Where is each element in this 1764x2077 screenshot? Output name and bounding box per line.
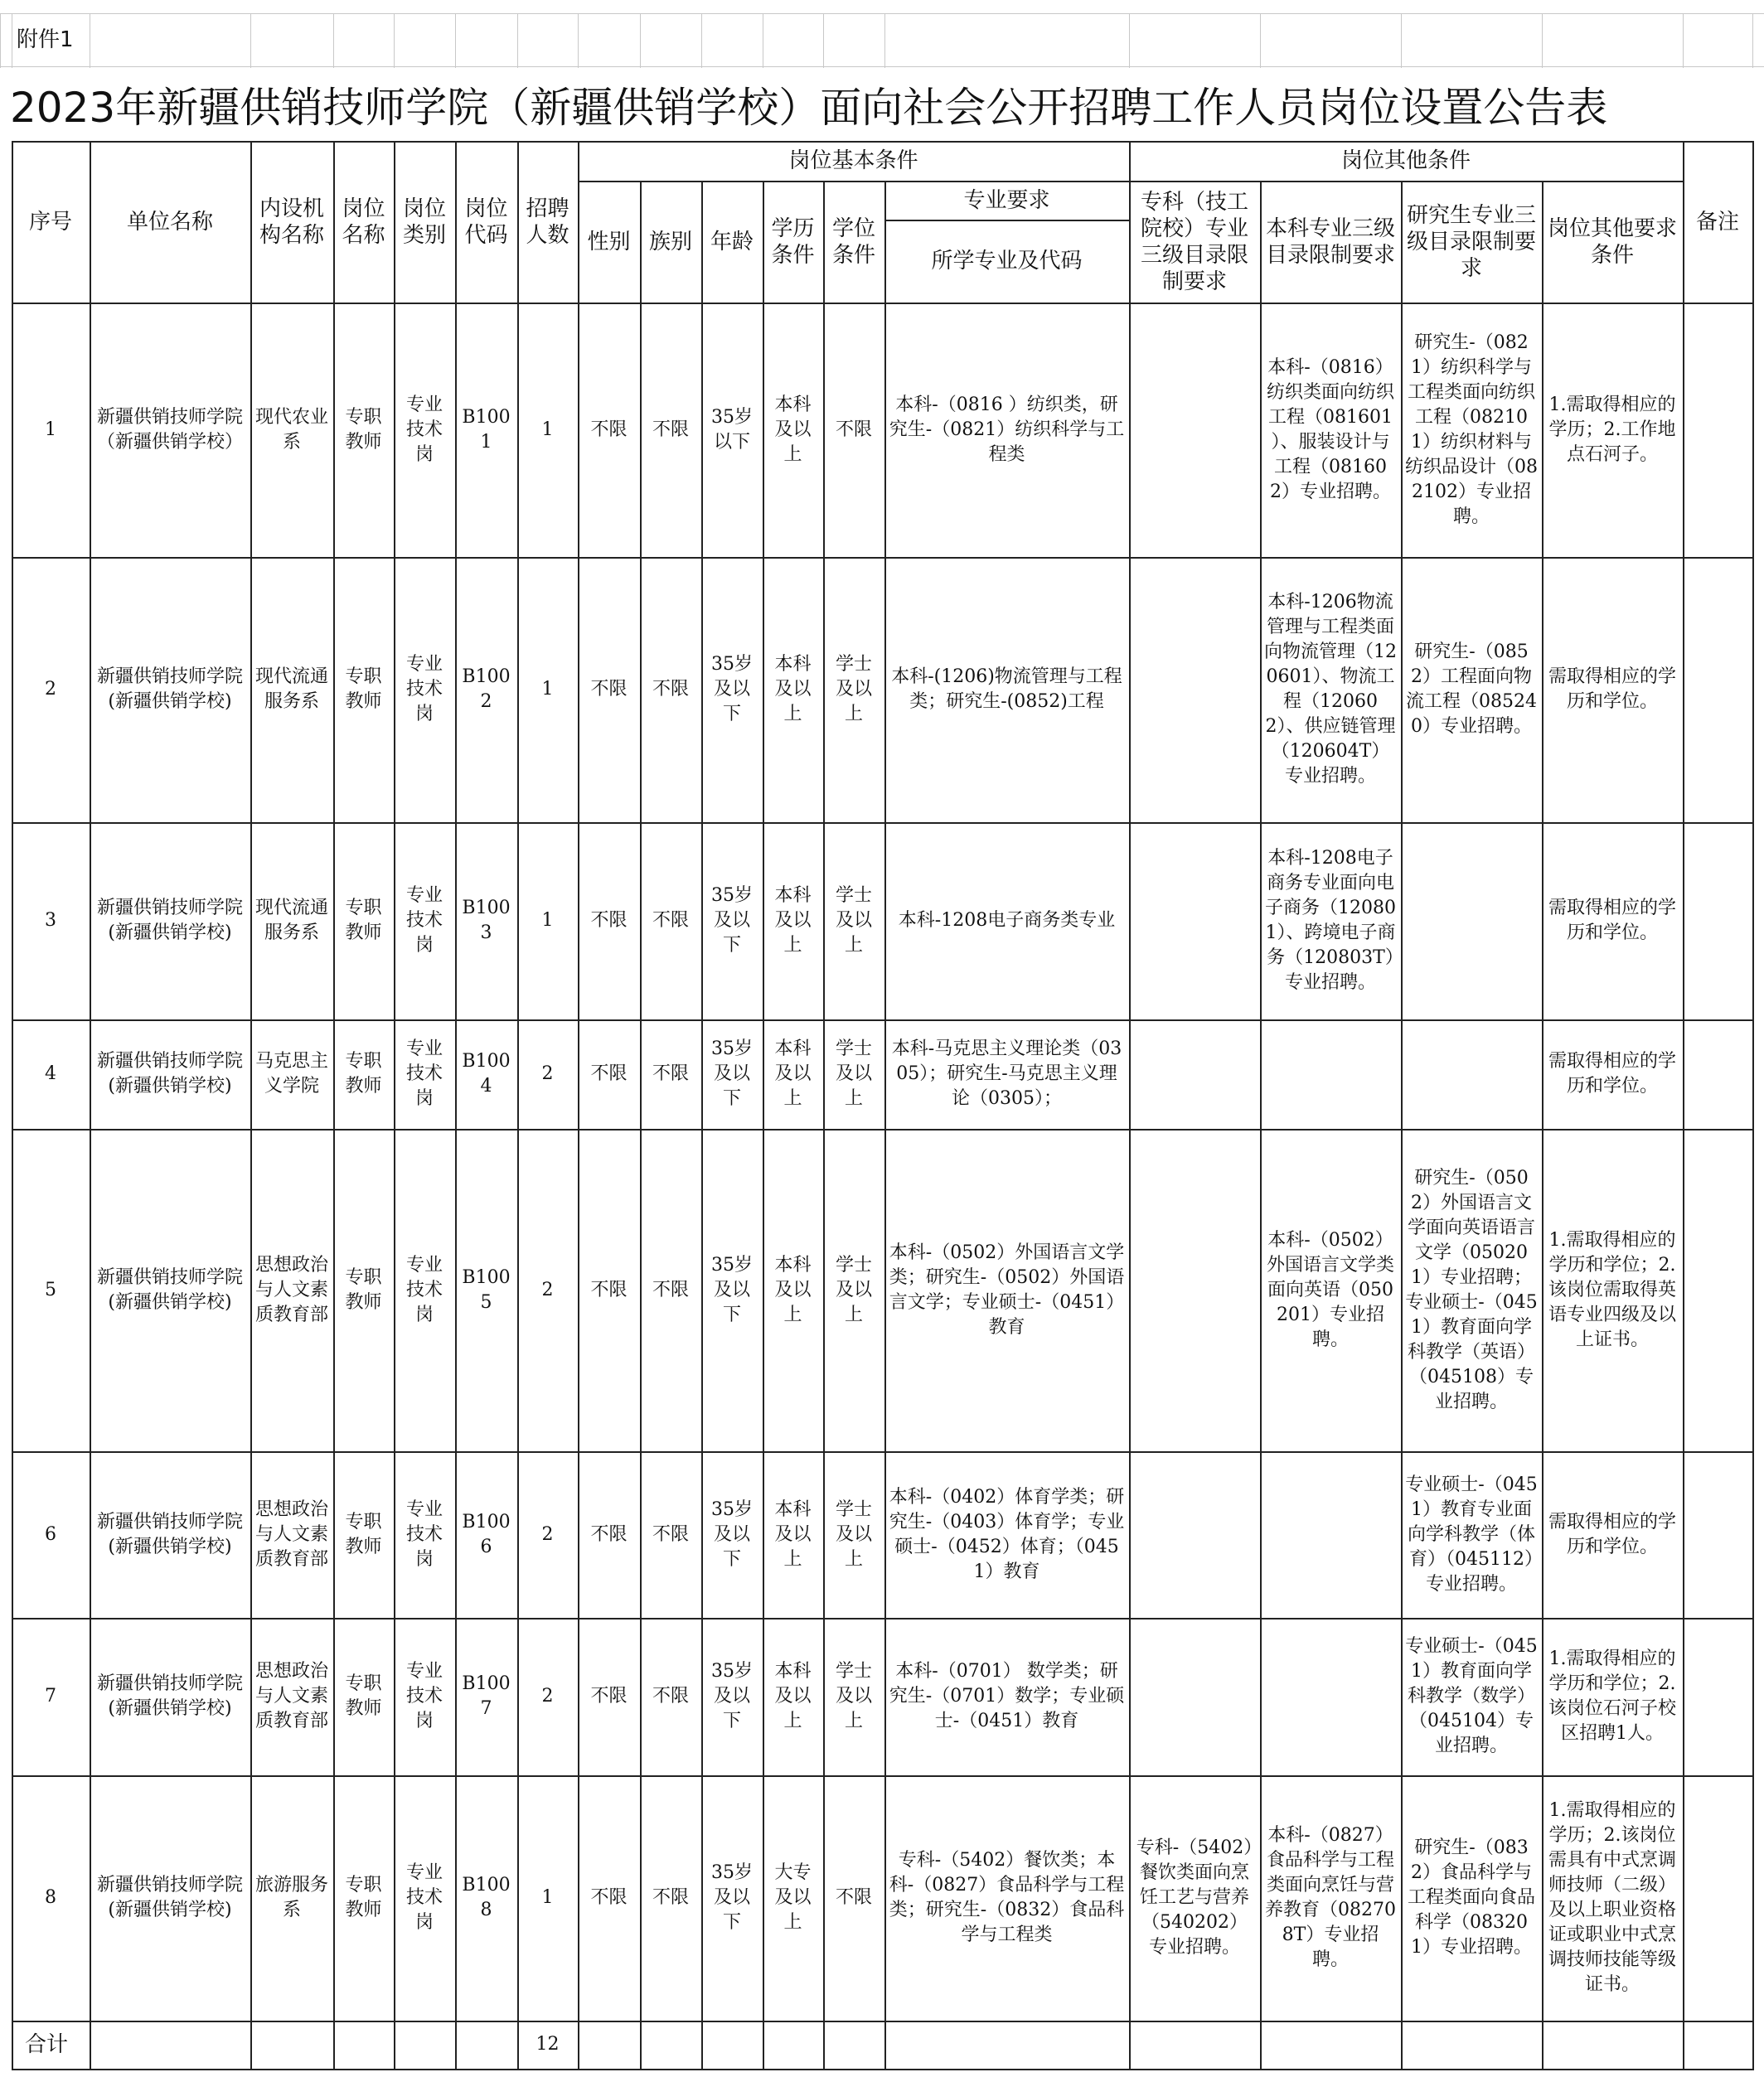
table-cell-post-type: 专业技术岗	[405, 394, 443, 465]
table-border	[12, 141, 1752, 143]
table-cell-major: 本科-（0402）体育学类；研究生-（0403）体育学；专业硕士-（0452）体育；（0451）教育	[889, 1486, 1125, 1582]
table-cell-post-code: B1004	[462, 1051, 511, 1097]
table-cell-post-type: 专业技术岗	[405, 654, 443, 724]
table-cell-graduate: 专业硕士-（0451）教育面向学科教学（数学）（045104）专业招聘。	[1405, 1636, 1538, 1756]
table-cell-post-code: B1003	[462, 898, 511, 943]
table-cell-undergrad: 本科-（0827）食品科学与工程类面向烹饪与营养教育（082708T）专业招聘。	[1265, 1825, 1396, 1970]
table-cell-vocational	[1129, 1019, 1260, 1129]
table-cell-dept: 旅游服务系	[254, 1875, 328, 1920]
table-cell-post-type: 专业技术岗	[405, 885, 443, 956]
sheet-gridline	[1401, 13, 1402, 68]
total-label: 合计	[25, 2032, 69, 2057]
table-cell-graduate: 研究生-（0502）外国语言文学面向英语语言文学（050201）专业招聘；专业硕士-（0451）教育面向学科教学（英语）（045108）专业招聘。	[1405, 1167, 1538, 1412]
attachment-label: 附件1	[17, 27, 74, 52]
header-post-code: 岗位代码	[464, 196, 508, 248]
table-cell-degree: 不限	[835, 419, 872, 440]
table-cell-age: 35岁以下	[711, 406, 753, 453]
header-undergrad: 本科专业三级目录限制要求	[1265, 215, 1395, 268]
table-cell-seq: 4	[45, 1063, 56, 1084]
table-cell-ethnicity: 不限	[652, 419, 689, 440]
table-border	[455, 141, 457, 2070]
table-cell-remark	[1683, 303, 1752, 557]
table-cell-remark	[1683, 1618, 1752, 1775]
table-cell-post-code: B1001	[462, 406, 511, 453]
sheet-gridline	[701, 13, 702, 68]
table-cell-dept: 思想政治与人文素质教育部	[254, 1661, 328, 1731]
table-cell-undergrad	[1260, 1019, 1401, 1129]
table-cell-degree: 学士及以上	[835, 1254, 872, 1325]
table-border	[1542, 181, 1544, 2070]
table-cell-gender: 不限	[590, 1523, 628, 1545]
table-cell-major: 本科-（0816 ）纺织类，研究生-（0821）纺织科学与工程类	[889, 394, 1125, 465]
table-cell-seq: 7	[45, 1686, 56, 1707]
table-border	[12, 1451, 1752, 1453]
table-border	[640, 181, 642, 2070]
table-cell-gender: 不限	[590, 1686, 628, 1707]
table-cell-unit: 新疆供销技师学院(新疆供销学校)	[96, 666, 243, 712]
table-border	[12, 2021, 1752, 2022]
table-cell-other: 1.需取得相应的学历和学位；2.该岗位石河子校区招聘1人。	[1548, 1649, 1676, 1744]
table-cell-ethnicity: 不限	[652, 1279, 689, 1300]
header-seq: 序号	[28, 209, 72, 235]
table-cell-post-code: B1006	[462, 1511, 511, 1557]
table-cell-dept: 现代流通服务系	[254, 898, 328, 943]
header-graduate: 研究生专业三级目录限制要求	[1406, 202, 1536, 281]
table-cell-unit: 新疆供销技师学院(新疆供销学校)	[96, 1266, 243, 1313]
table-cell-gender: 不限	[590, 910, 628, 931]
table-cell-post-type: 专业技术岗	[405, 1498, 443, 1570]
table-cell-other: 需取得相应的学历和学位。	[1548, 1511, 1676, 1557]
table-cell-seq: 5	[45, 1279, 56, 1300]
header-major-sub: 所学专业及代码	[931, 249, 1083, 274]
table-cell-education: 本科及以上	[774, 1661, 812, 1731]
table-cell-vocational	[1129, 1451, 1260, 1618]
table-border	[333, 141, 335, 2070]
table-cell-unit: 新疆供销技师学院(新疆供销学校)	[96, 1673, 243, 1719]
table-cell-undergrad	[1260, 1618, 1401, 1775]
table-cell-other: 需取得相应的学历和学位。	[1548, 1051, 1676, 1097]
sheet-gridline	[1260, 13, 1261, 68]
table-cell-major: 本科-（0701） 数学类；研究生-（0701）数学；专业硕士-（0451）教育	[889, 1661, 1125, 1731]
table-cell-dept: 现代流通服务系	[254, 666, 328, 712]
table-cell-major: 本科-(1206)物流管理与工程类；研究生-(0852)工程	[891, 666, 1122, 712]
table-cell-graduate: 研究生-（0821）纺织科学与工程类面向纺织工程（082101）纺织材料与纺织品设计（082102）专业招聘。	[1405, 332, 1538, 527]
table-cell-vocational	[1129, 1618, 1260, 1775]
table-cell-seq: 8	[45, 1887, 56, 1908]
sheet-gridline	[0, 13, 1764, 14]
table-border	[394, 141, 395, 2070]
table-cell-degree: 学士及以上	[835, 885, 872, 956]
table-cell-ethnicity: 不限	[652, 1063, 689, 1084]
table-cell-gender: 不限	[590, 679, 628, 700]
table-cell-post-name: 专职教师	[345, 1673, 382, 1719]
table-border	[12, 2069, 1752, 2070]
table-border	[1129, 141, 1131, 2070]
table-cell-gender: 不限	[590, 419, 628, 440]
total-count: 12	[536, 2034, 560, 2055]
sheet-gridline	[1542, 13, 1543, 68]
sheet-gridline	[394, 13, 395, 68]
table-cell-undergrad: 本科-（0502）外国语言文学类面向英语（050201）专业招聘。	[1266, 1229, 1394, 1350]
table-cell-undergrad: 本科-（0816）纺织类面向纺织工程（081601 ）、服装设计与工程（081602）专业招聘。	[1266, 356, 1398, 502]
table-cell-seq: 3	[45, 910, 56, 931]
table-cell-ethnicity: 不限	[652, 1686, 689, 1707]
table-border	[517, 141, 519, 2070]
table-cell-count: 1	[541, 679, 554, 700]
table-cell-post-name: 专职教师	[345, 1051, 382, 1097]
table-cell-remark	[1683, 1019, 1752, 1129]
table-cell-seq: 2	[45, 679, 56, 700]
sheet-gridline	[517, 13, 518, 68]
table-cell-undergrad	[1260, 1451, 1401, 1618]
table-cell-degree: 不限	[835, 1887, 872, 1908]
table-cell-graduate: 研究生-（0832）食品科学与工程类面向食品科学（083201）专业招聘。	[1407, 1837, 1535, 1958]
header-gender: 性别	[587, 229, 631, 254]
table-cell-post-code: B1002	[462, 666, 511, 712]
table-cell-graduate	[1401, 1019, 1542, 1129]
sheet-gridline	[884, 13, 885, 68]
sheet-gridline	[250, 13, 251, 68]
table-cell-undergrad: 本科-1206物流管理与工程类面向物流管理（120601）、物流工程（120602）、供应链管理（120604T）专业招聘。	[1264, 592, 1397, 787]
table-border	[90, 141, 91, 2070]
table-cell-post-name: 专职教师	[345, 406, 382, 453]
table-cell-age: 35岁及以下	[711, 654, 753, 724]
table-cell-major: 本科-马克思主义理论类（0305）；研究生-马克思主义理论（0305）；	[891, 1038, 1122, 1109]
header-count: 招聘人数	[526, 196, 569, 248]
table-cell-seq: 6	[45, 1523, 56, 1545]
table-border	[250, 141, 252, 2070]
sheet-gridline	[578, 13, 579, 68]
header-vocational: 专科（技工院校）专业三级目录限制要求	[1140, 189, 1248, 294]
table-cell-unit: 新疆供销技师学院(新疆供销学校)	[96, 1051, 243, 1097]
table-border	[701, 181, 703, 2070]
table-cell-education: 本科及以上	[774, 885, 812, 956]
header-post-name: 岗位名称	[342, 196, 385, 248]
table-cell-ethnicity: 不限	[652, 1887, 689, 1908]
table-cell-education: 本科及以上	[774, 1038, 812, 1109]
header-other-req: 岗位其他要求条件	[1547, 215, 1677, 268]
table-cell-post-type: 专业技术岗	[405, 1862, 443, 1933]
table-cell-count: 2	[541, 1523, 554, 1545]
table-cell-vocational	[1129, 557, 1260, 822]
table-cell-education: 本科及以上	[774, 1254, 812, 1325]
header-dept: 内设机构名称	[259, 196, 324, 248]
table-cell-count: 2	[541, 1686, 554, 1707]
header-major-req: 专业要求	[963, 187, 1050, 213]
table-cell-count: 1	[541, 1887, 554, 1908]
table-cell-count: 1	[541, 419, 554, 440]
table-border	[12, 1019, 1752, 1021]
table-cell-post-name: 专职教师	[345, 1875, 382, 1920]
header-degree: 学位条件	[831, 215, 875, 268]
header-remark: 备注	[1695, 209, 1739, 235]
table-cell-remark	[1683, 1775, 1752, 2021]
table-cell-unit: 新疆供销技师学院(新疆供销学校)	[96, 898, 243, 943]
sheet-gridline	[1752, 13, 1753, 68]
sheet-gridline	[1683, 13, 1684, 68]
table-cell-dept: 思想政治与人文素质教育部	[254, 1254, 328, 1325]
table-border	[12, 557, 1752, 559]
table-cell-age: 35岁及以下	[711, 1661, 753, 1731]
table-cell-other: 1.需取得相应的学历和学位；2.该岗位需取得英语专业四级及以上证书。	[1548, 1229, 1676, 1350]
table-cell-education: 本科及以上	[774, 654, 812, 724]
sheet-gridline	[823, 13, 824, 68]
table-cell-seq: 1	[45, 419, 56, 440]
table-border	[12, 822, 1752, 824]
table-cell-post-code: B1007	[462, 1673, 511, 1719]
table-border	[12, 1618, 1752, 1619]
sheet-gridline	[333, 13, 334, 68]
table-cell-post-type: 专业技术岗	[405, 1661, 443, 1731]
table-cell-other: 1.需取得相应的学历；2.工作地点石河子。	[1548, 394, 1676, 465]
table-cell-age: 35岁及以下	[711, 1254, 753, 1325]
table-cell-dept: 现代农业系	[254, 406, 328, 453]
table-cell-other: 需取得相应的学历和学位。	[1548, 666, 1676, 712]
table-cell-age: 35岁及以下	[711, 1038, 753, 1109]
table-cell-post-type: 专业技术岗	[405, 1254, 443, 1325]
table-cell-post-type: 专业技术岗	[405, 1038, 443, 1109]
sheet-gridline	[640, 13, 641, 68]
table-cell-dept: 思想政治与人文素质教育部	[254, 1498, 328, 1570]
table-border	[884, 220, 1129, 221]
table-cell-ethnicity: 不限	[652, 910, 689, 931]
table-cell-gender: 不限	[590, 1279, 628, 1300]
sheet-gridline	[1129, 13, 1130, 68]
header-unit: 单位名称	[126, 209, 213, 235]
table-cell-graduate: 研究生-（0852）工程面向物流工程（085240）专业招聘。	[1406, 641, 1537, 737]
table-cell-post-code: B1005	[462, 1266, 511, 1313]
table-cell-degree: 学士及以上	[835, 654, 872, 724]
header-other-group: 岗位其他条件	[1340, 148, 1471, 173]
table-cell-remark	[1683, 1451, 1752, 1618]
table-cell-gender: 不限	[590, 1063, 628, 1084]
table-cell-graduate: 专业硕士-（0451）教育专业面向学科教学（体育）（045112）专业招聘。	[1405, 1474, 1538, 1595]
table-cell-vocational	[1129, 303, 1260, 557]
table-cell-remark	[1683, 822, 1752, 1019]
header-age: 年龄	[710, 229, 754, 254]
table-cell-degree: 学士及以上	[835, 1661, 872, 1731]
table-border	[823, 181, 825, 2070]
table-cell-education: 本科及以上	[774, 1498, 812, 1570]
header-education: 学历条件	[771, 215, 815, 268]
sheet-gridline	[0, 13, 1, 68]
table-border	[578, 141, 579, 2070]
table-border	[763, 181, 764, 2070]
table-cell-vocational	[1129, 1129, 1260, 1451]
table-border	[12, 141, 13, 2070]
table-cell-graduate	[1401, 822, 1542, 1019]
table-cell-undergrad: 本科-1208电子商务专业面向电子商务（120801）、跨境电子商务（120803T）专业招聘。	[1265, 848, 1396, 993]
table-cell-vocational	[1129, 822, 1260, 1019]
table-cell-remark	[1683, 557, 1752, 822]
table-cell-education: 本科及以上	[774, 394, 812, 465]
table-border	[1752, 141, 1754, 2070]
table-border	[12, 303, 1752, 304]
table-cell-degree: 学士及以上	[835, 1498, 872, 1570]
sheet-gridline	[0, 66, 1764, 67]
table-cell-other: 需取得相应的学历和学位。	[1548, 898, 1676, 943]
table-cell-post-code: B1008	[462, 1875, 511, 1920]
table-border	[12, 1129, 1752, 1130]
header-basic-group: 岗位基本条件	[788, 148, 918, 173]
table-cell-age: 35岁及以下	[711, 885, 753, 956]
header-post-type: 岗位类别	[402, 196, 446, 248]
table-cell-degree: 学士及以上	[835, 1038, 872, 1109]
table-cell-dept: 马克思主义学院	[254, 1051, 328, 1097]
table-cell-ethnicity: 不限	[652, 1523, 689, 1545]
table-cell-count: 1	[541, 910, 554, 931]
table-cell-post-name: 专职教师	[345, 666, 382, 712]
table-cell-remark	[1683, 1129, 1752, 1451]
table-border	[1401, 181, 1403, 2070]
header-ethnicity: 族别	[648, 229, 692, 254]
sheet-gridline	[455, 13, 456, 68]
table-cell-gender: 不限	[590, 1887, 628, 1908]
table-cell-post-name: 专职教师	[345, 898, 382, 943]
table-border	[884, 181, 886, 2070]
table-border	[1683, 141, 1684, 2070]
table-border	[1260, 181, 1262, 2070]
table-cell-unit: 新疆供销技师学院(新疆供销学校)	[96, 1511, 243, 1557]
table-cell-vocational: 专科-（5402）餐饮类面向烹饪工艺与营养（540202）专业招聘。	[1136, 1837, 1253, 1958]
table-cell-other: 1.需取得相应的学历；2.该岗位需具有中式烹调师技师（二级）及以上职业资格证或职业中式烹调技师技能等级证书。	[1548, 1800, 1676, 1995]
table-cell-age: 35岁及以下	[711, 1862, 753, 1933]
table-cell-count: 2	[541, 1063, 554, 1084]
table-cell-count: 2	[541, 1279, 554, 1300]
table-cell-unit: 新疆供销技师学院（新疆供销学校）	[96, 406, 243, 453]
table-cell-post-name: 专职教师	[345, 1511, 382, 1557]
table-cell-major: 专科-（5402）餐饮类；本科-（0827）食品科学与工程类；研究生-（0832）食品科学与工程类	[889, 1850, 1125, 1945]
table-cell-post-name: 专职教师	[345, 1266, 382, 1313]
table-cell-education: 大专及以上	[774, 1862, 812, 1933]
table-border	[12, 1775, 1752, 1777]
page-title: 2023年新疆供销技师学院（新疆供销学校）面向社会公开招聘工作人员岗位设置公告表	[10, 84, 1608, 132]
table-cell-age: 35岁及以下	[711, 1498, 753, 1570]
table-cell-ethnicity: 不限	[652, 679, 689, 700]
table-cell-unit: 新疆供销技师学院(新疆供销学校)	[96, 1875, 243, 1920]
table-cell-major: 本科-1208电子商务类专业	[898, 910, 1116, 931]
table-cell-major: 本科-（0502）外国语言文学类；研究生-（0502）外国语言文学；专业硕士-（0451）教育	[889, 1242, 1125, 1338]
